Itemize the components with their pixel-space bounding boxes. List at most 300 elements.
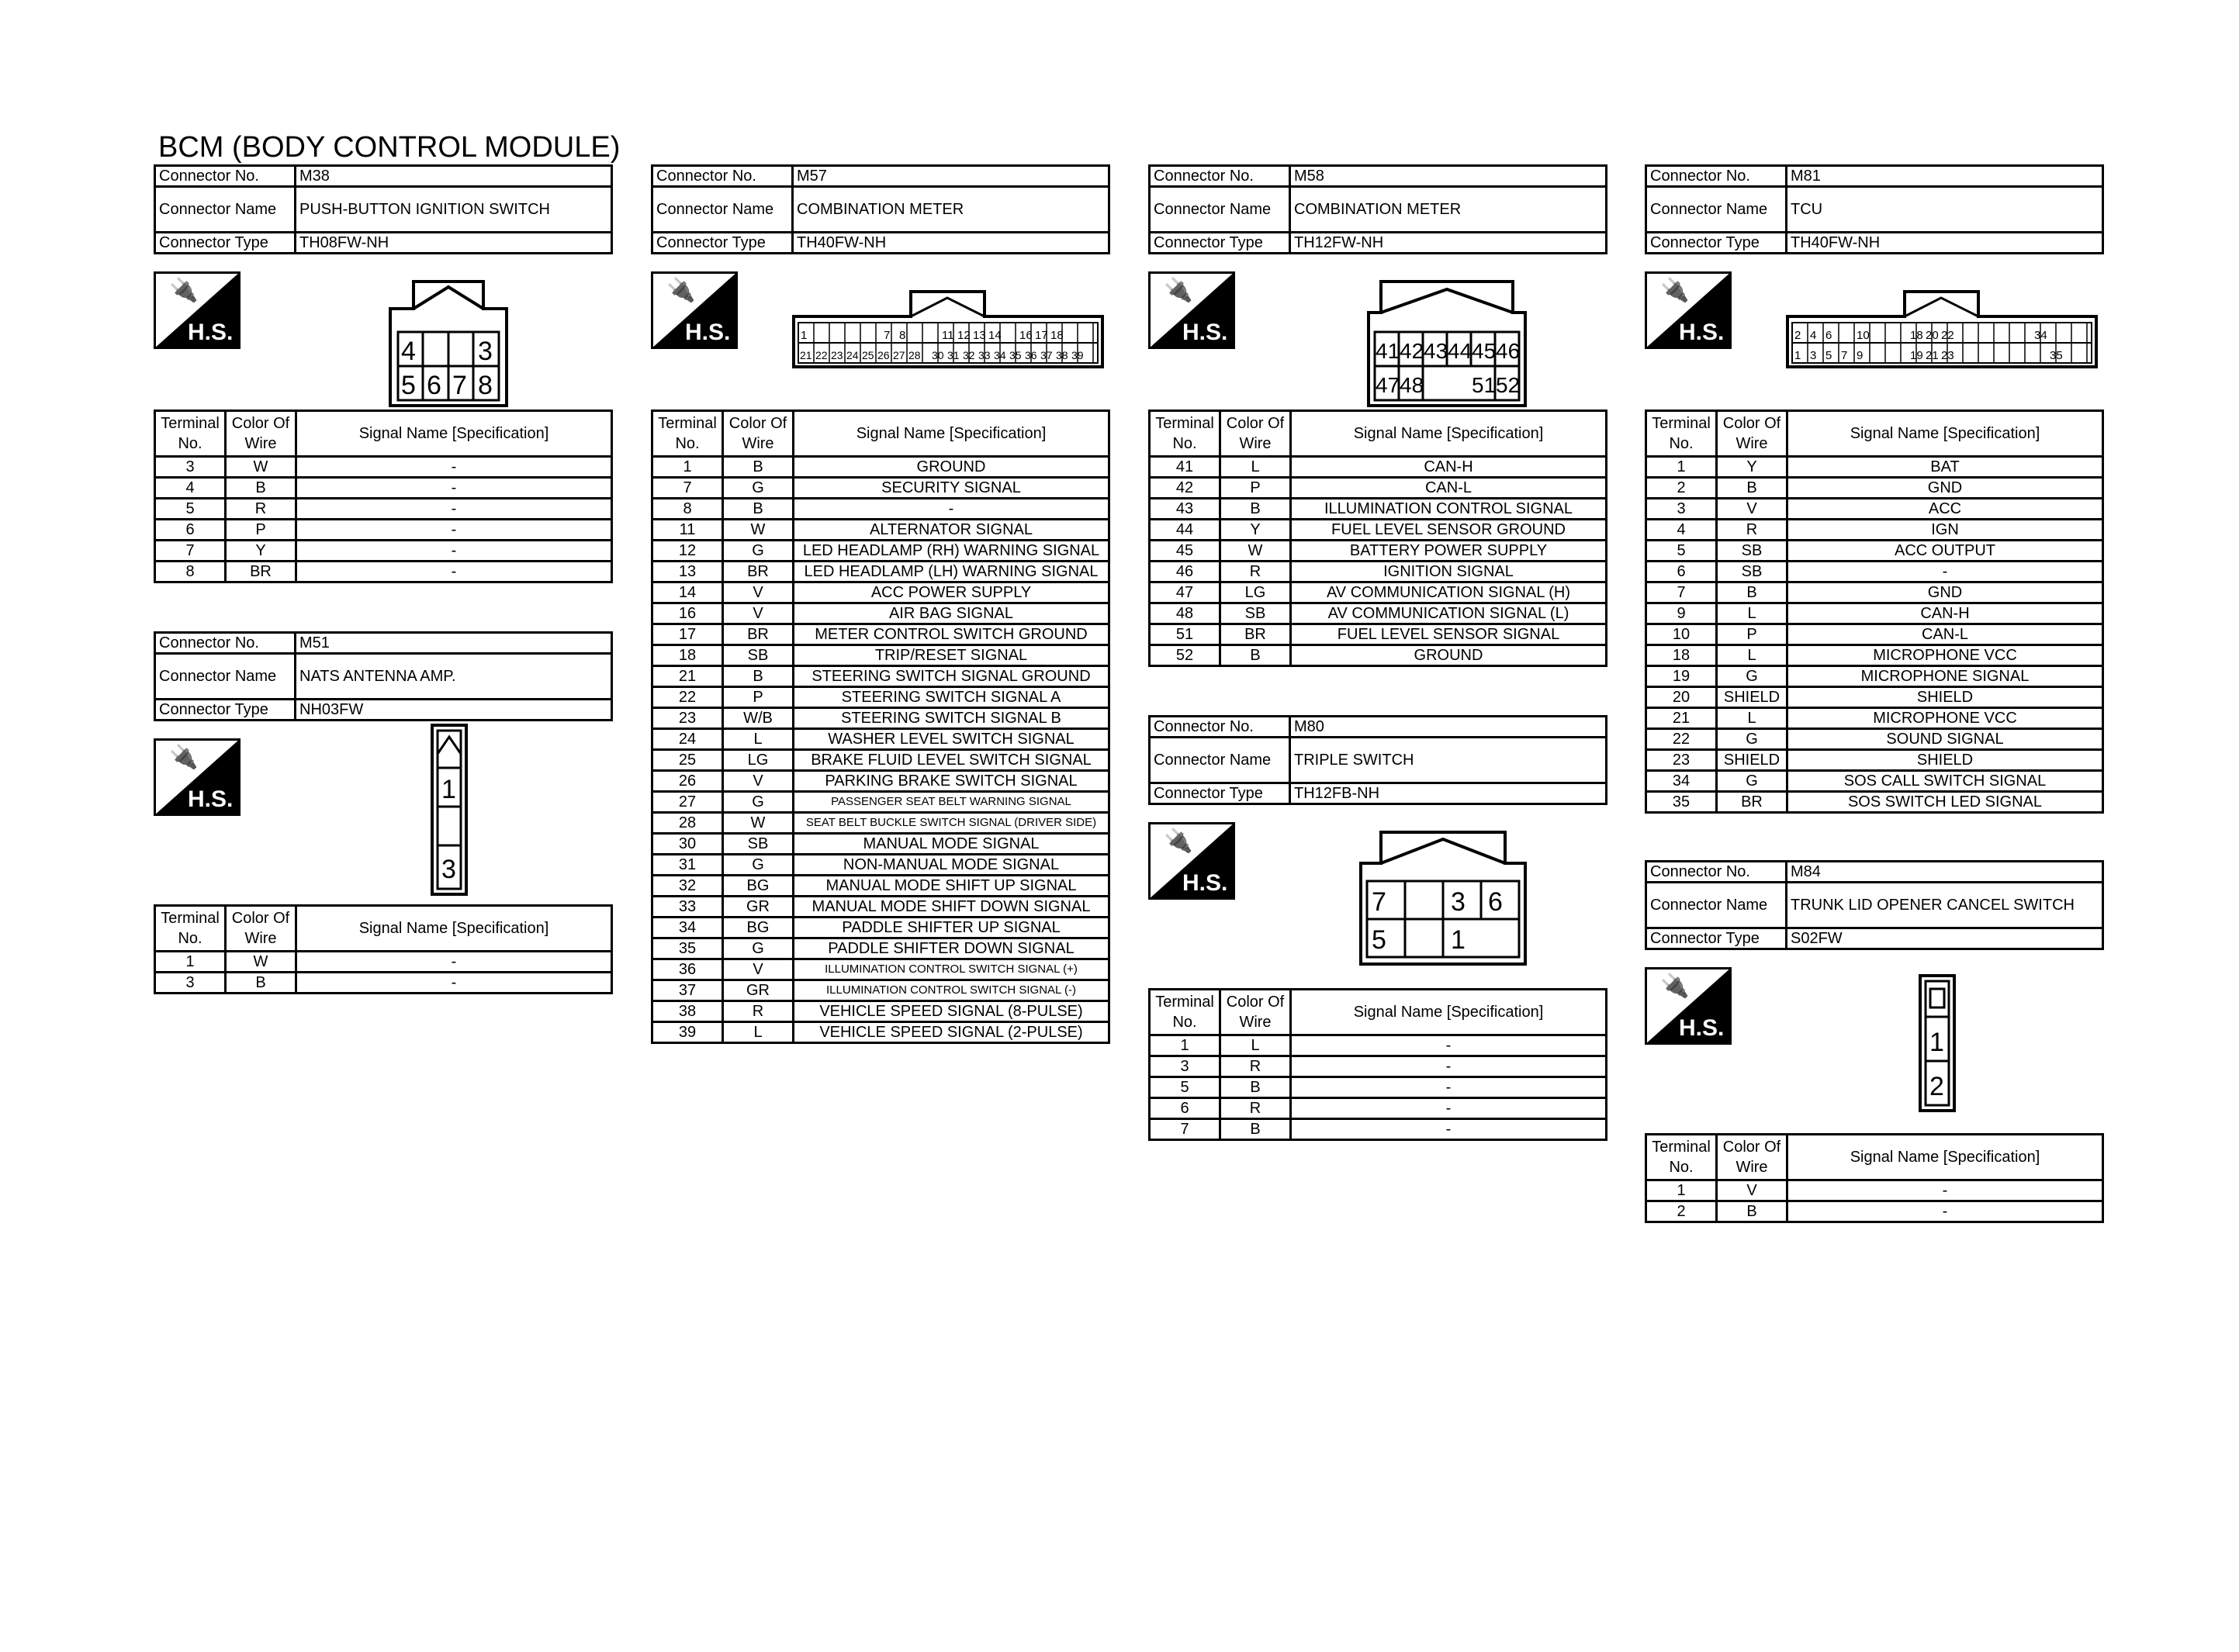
label-connector-name: Connector Name xyxy=(1646,883,1787,928)
color-cell: B xyxy=(723,499,794,520)
pin-label: 19 xyxy=(1910,349,1923,362)
harness-side-icon xyxy=(154,271,241,349)
label-connector-no: Connector No. xyxy=(1150,717,1290,738)
signal-cell: GND xyxy=(1787,478,2103,499)
signal-cell: CAN-H xyxy=(1291,457,1607,478)
pin-label: 16 xyxy=(1019,329,1033,342)
pin-label: 33 xyxy=(978,349,991,361)
terminal-cell: 23 xyxy=(652,708,723,729)
label-connector-no: Connector No. xyxy=(1646,862,1787,883)
table-row xyxy=(652,499,1109,520)
pin-label: 47 xyxy=(1376,373,1400,397)
table-row xyxy=(155,952,612,973)
color-cell: R xyxy=(1220,1098,1291,1119)
color-cell: W xyxy=(226,952,296,973)
label-connector-name: Connector Name xyxy=(155,654,296,700)
table-row xyxy=(1646,478,2103,499)
harness-side-icon xyxy=(651,271,738,349)
pin-label: 1 xyxy=(441,775,456,804)
color-cell: R xyxy=(723,1001,794,1022)
terminal-cell: 38 xyxy=(652,1001,723,1022)
signal-cell: AV COMMUNICATION SIGNAL (H) xyxy=(1291,582,1607,603)
pin-label: 30 xyxy=(932,349,944,361)
table-row xyxy=(652,729,1109,750)
svg-text:🔌: 🔌 xyxy=(1660,973,1690,1000)
table-row xyxy=(1150,582,1607,603)
table-row xyxy=(1646,499,2103,520)
terminal-cell: 1 xyxy=(1646,1180,1717,1201)
connector-diagram-m58 xyxy=(1148,254,1607,410)
hs-label: H.S. xyxy=(1182,870,1228,896)
terminal-cell: 31 xyxy=(652,855,723,876)
connector-type-value: TH12FB-NH xyxy=(1290,783,1607,804)
signal-cell: - xyxy=(1787,1180,2103,1201)
harness-side-icon xyxy=(1645,967,1732,1045)
pin-label: 2 xyxy=(1929,1072,1944,1101)
color-cell: L xyxy=(723,729,794,750)
hs-label: H.S. xyxy=(1679,1015,1725,1041)
col-terminal-header: Terminal No. xyxy=(652,411,723,457)
svg-text:🔌: 🔌 xyxy=(1164,277,1193,304)
terminal-cell: 13 xyxy=(652,562,723,582)
col-terminal-header: Terminal No. xyxy=(1150,990,1220,1035)
terminal-cell: 16 xyxy=(652,603,723,624)
color-cell: P xyxy=(1220,478,1291,499)
signal-cell: - xyxy=(1787,562,2103,582)
terminal-cell: 35 xyxy=(1646,792,1717,813)
pin-label: 2 xyxy=(1794,329,1801,342)
page-title: BCM (BODY CONTROL MODULE) xyxy=(158,131,621,164)
color-cell: L xyxy=(1717,645,1787,666)
signal-cell: - xyxy=(296,520,612,541)
color-cell: V xyxy=(723,603,794,624)
signal-cell: PADDLE SHIFTER UP SIGNAL xyxy=(794,918,1109,938)
pin-label: 9 xyxy=(1857,349,1864,362)
terminal-cell: 8 xyxy=(155,562,226,582)
pin-label: 36 xyxy=(1025,349,1037,361)
table-row xyxy=(1646,750,2103,771)
signal-cell: CAN-L xyxy=(1291,478,1607,499)
terminal-cell: 19 xyxy=(1646,666,1717,687)
connector-type-value: S02FW xyxy=(1787,928,2103,949)
color-cell: P xyxy=(226,520,296,541)
signal-cell: - xyxy=(296,541,612,562)
terminal-cell: 36 xyxy=(652,959,723,980)
terminal-cell: 11 xyxy=(652,520,723,541)
table-row xyxy=(1150,562,1607,582)
color-cell: SB xyxy=(1717,541,1787,562)
signal-cell: - xyxy=(296,562,612,582)
color-cell: BG xyxy=(723,918,794,938)
signal-cell: SECURITY SIGNAL xyxy=(794,478,1109,499)
color-cell: Y xyxy=(1220,520,1291,541)
svg-text:🔌: 🔌 xyxy=(666,277,696,304)
pin-label: 24 xyxy=(846,349,859,361)
terminal-cell: 21 xyxy=(1646,708,1717,729)
signal-cell: - xyxy=(1291,1119,1607,1140)
terminal-cell: 18 xyxy=(652,645,723,666)
pin-label: 6 xyxy=(427,371,441,400)
signal-cell: - xyxy=(296,973,612,994)
col-terminal-header: Terminal No. xyxy=(155,906,226,952)
connector-name-value: TRUNK LID OPENER CANCEL SWITCH xyxy=(1787,883,2103,928)
color-cell: R xyxy=(1220,1056,1291,1077)
label-connector-type: Connector Type xyxy=(1150,233,1290,254)
terminal-cell: 17 xyxy=(652,624,723,645)
color-cell: LG xyxy=(1220,582,1291,603)
color-cell: B xyxy=(1717,478,1787,499)
table-row xyxy=(652,708,1109,729)
signal-cell: - xyxy=(1291,1035,1607,1056)
connector-name-value: COMBINATION METER xyxy=(793,187,1109,233)
col-terminal-header: Terminal No. xyxy=(155,411,226,457)
terminal-cell: 3 xyxy=(1150,1056,1220,1077)
color-cell: B xyxy=(1717,1201,1787,1222)
terminal-cell: 1 xyxy=(155,952,226,973)
terminal-table-m51 xyxy=(154,904,613,994)
signal-cell: - xyxy=(1291,1098,1607,1119)
connector-name-value: TRIPLE SWITCH xyxy=(1290,738,1607,783)
pin-label: 27 xyxy=(893,349,905,361)
connector-face-m51 xyxy=(430,723,469,897)
table-row xyxy=(1646,562,2103,582)
pin-label: 44 xyxy=(1448,339,1472,363)
color-cell: G xyxy=(723,938,794,959)
table-row xyxy=(1150,603,1607,624)
color-cell: W xyxy=(226,457,296,478)
terminal-cell: 42 xyxy=(1150,478,1220,499)
table-row xyxy=(155,973,612,994)
table-row xyxy=(652,959,1109,980)
signal-cell: MICROPHONE VCC xyxy=(1787,708,2103,729)
signal-cell: BRAKE FLUID LEVEL SWITCH SIGNAL xyxy=(794,750,1109,771)
signal-cell: ACC OUTPUT xyxy=(1787,541,2103,562)
terminal-cell: 5 xyxy=(155,499,226,520)
terminal-cell: 22 xyxy=(652,687,723,708)
table-row xyxy=(1646,457,2103,478)
table-row xyxy=(652,855,1109,876)
connector-diagram-m80 xyxy=(1148,805,1607,988)
pin-label: 48 xyxy=(1400,373,1424,397)
color-cell: W/B xyxy=(723,708,794,729)
col-signal-header: Signal Name [Specification] xyxy=(1291,411,1607,457)
harness-side-icon xyxy=(154,738,241,816)
terminal-cell: 8 xyxy=(652,499,723,520)
col-signal-header: Signal Name [Specification] xyxy=(296,906,612,952)
pin-label: 1 xyxy=(801,329,808,342)
color-cell: BG xyxy=(723,876,794,897)
table-row xyxy=(1150,1035,1607,1056)
col-terminal-header: Terminal No. xyxy=(1150,411,1220,457)
table-row xyxy=(1150,520,1607,541)
hs-label: H.S. xyxy=(685,320,731,345)
pin-label: 21 xyxy=(800,349,812,361)
signal-cell: BATTERY POWER SUPPLY xyxy=(1291,541,1607,562)
connector-no-value: M80 xyxy=(1290,717,1607,738)
signal-cell: SHIELD xyxy=(1787,750,2103,771)
color-cell: L xyxy=(1220,1035,1291,1056)
signal-cell: SOUND SIGNAL xyxy=(1787,729,2103,750)
pin-label: 22 xyxy=(815,349,828,361)
connector-no-value: M57 xyxy=(793,166,1109,187)
color-cell: R xyxy=(1717,520,1787,541)
color-cell: SHIELD xyxy=(1717,687,1787,708)
terminal-table-m58 xyxy=(1148,410,1607,667)
terminal-cell: 7 xyxy=(1150,1119,1220,1140)
pin-label: 34 xyxy=(994,349,1006,361)
signal-cell: STEERING SWITCH SIGNAL B xyxy=(794,708,1109,729)
col-signal-header: Signal Name [Specification] xyxy=(296,411,612,457)
terminal-cell: 51 xyxy=(1150,624,1220,645)
pin-label: 52 xyxy=(1496,373,1521,397)
pin-label: 1 xyxy=(1451,925,1466,955)
terminal-cell: 10 xyxy=(1646,624,1717,645)
connector-face-m80 xyxy=(1358,828,1528,968)
pin-label: 6 xyxy=(1825,329,1832,342)
pin-label: 12 xyxy=(957,329,971,342)
terminal-cell: 7 xyxy=(155,541,226,562)
signal-cell: ACC xyxy=(1787,499,2103,520)
hs-label: H.S. xyxy=(188,320,234,345)
pin-label: 3 xyxy=(1810,349,1817,362)
column-4 xyxy=(1645,164,2104,1223)
signal-cell: TRIP/RESET SIGNAL xyxy=(794,645,1109,666)
label-connector-type: Connector Type xyxy=(1646,928,1787,949)
signal-cell: PARKING BRAKE SWITCH SIGNAL xyxy=(794,771,1109,792)
table-row xyxy=(1150,478,1607,499)
pin-label: 14 xyxy=(988,329,1002,342)
terminal-cell: 37 xyxy=(652,980,723,1001)
pin-label: 8 xyxy=(478,371,493,400)
table-row xyxy=(652,666,1109,687)
terminal-cell: 7 xyxy=(1646,582,1717,603)
table-row xyxy=(652,562,1109,582)
pin-label: 3 xyxy=(441,855,456,884)
color-cell: GR xyxy=(723,980,794,1001)
connector-type-value: TH40FW-NH xyxy=(1787,233,2103,254)
terminal-cell: 22 xyxy=(1646,729,1717,750)
pin-label: 35 xyxy=(2050,349,2063,362)
signal-cell: MICROPHONE SIGNAL xyxy=(1787,666,2103,687)
signal-cell: SHIELD xyxy=(1787,687,2103,708)
pin-label: 17 xyxy=(1035,329,1048,342)
color-cell: SHIELD xyxy=(1717,750,1787,771)
signal-cell: MANUAL MODE SHIFT DOWN SIGNAL xyxy=(794,897,1109,918)
terminal-cell: 27 xyxy=(652,792,723,813)
pin-label: 18 xyxy=(1050,329,1064,342)
label-connector-name: Connector Name xyxy=(1150,187,1290,233)
color-cell: Y xyxy=(1717,457,1787,478)
connector-no-value: M51 xyxy=(296,633,612,654)
color-cell: Y xyxy=(226,541,296,562)
terminal-cell: 5 xyxy=(1150,1077,1220,1098)
pin-label: 21 xyxy=(1926,349,1939,362)
pin-label: 51 xyxy=(1472,373,1497,397)
connector-info-m51 xyxy=(154,631,613,721)
col-terminal-header: Terminal No. xyxy=(1646,411,1717,457)
table-row xyxy=(1646,603,2103,624)
signal-cell: GND xyxy=(1787,582,2103,603)
pin-label: 39 xyxy=(1071,349,1084,361)
terminal-cell: 33 xyxy=(652,897,723,918)
table-row xyxy=(652,687,1109,708)
signal-cell: - xyxy=(1291,1077,1607,1098)
color-cell: G xyxy=(723,478,794,499)
pin-label: 32 xyxy=(963,349,975,361)
signal-cell: - xyxy=(794,499,1109,520)
table-row xyxy=(1150,624,1607,645)
terminal-cell: 12 xyxy=(652,541,723,562)
table-row xyxy=(652,771,1109,792)
signal-cell: STEERING SWITCH SIGNAL GROUND xyxy=(794,666,1109,687)
signal-cell: - xyxy=(296,499,612,520)
pin-label: 35 xyxy=(1009,349,1022,361)
table-row xyxy=(1646,541,2103,562)
table-row xyxy=(1646,708,2103,729)
signal-cell: - xyxy=(296,952,612,973)
table-row xyxy=(1150,541,1607,562)
connector-type-value: TH12FW-NH xyxy=(1290,233,1607,254)
svg-text:🔌: 🔌 xyxy=(169,277,199,304)
signal-cell: MANUAL MODE SIGNAL xyxy=(794,834,1109,855)
pin-label: 7 xyxy=(1372,887,1386,917)
table-row xyxy=(1646,729,2103,750)
table-row xyxy=(652,478,1109,499)
pin-label: 28 xyxy=(908,349,921,361)
pin-label: 23 xyxy=(831,349,843,361)
connector-info-m80 xyxy=(1148,715,1607,805)
color-cell: BR xyxy=(1220,624,1291,645)
color-cell: BR xyxy=(226,562,296,582)
col-color-header: Color Of Wire xyxy=(1220,990,1291,1035)
harness-side-icon xyxy=(1148,271,1235,349)
terminal-cell: 48 xyxy=(1150,603,1220,624)
connector-info-m81 xyxy=(1645,164,2104,254)
pin-label: 45 xyxy=(1472,339,1497,363)
col-color-header: Color Of Wire xyxy=(226,906,296,952)
signal-cell: SOS SWITCH LED SIGNAL xyxy=(1787,792,2103,813)
color-cell: V xyxy=(723,771,794,792)
color-cell: SB xyxy=(1717,562,1787,582)
terminal-table-m84 xyxy=(1645,1133,2104,1223)
table-row xyxy=(652,541,1109,562)
color-cell: SB xyxy=(723,645,794,666)
signal-cell: ILLUMINATION CONTROL SIGNAL xyxy=(1291,499,1607,520)
pin-label: 34 xyxy=(2034,329,2047,342)
pin-label: 18 xyxy=(1910,329,1923,342)
terminal-cell: 6 xyxy=(155,520,226,541)
color-cell: G xyxy=(1717,729,1787,750)
color-cell: B xyxy=(226,973,296,994)
terminal-cell: 9 xyxy=(1646,603,1717,624)
signal-cell: IGN xyxy=(1787,520,2103,541)
connector-name-value: NATS ANTENNA AMP. xyxy=(296,654,612,700)
signal-cell: ILLUMINATION CONTROL SWITCH SIGNAL (-) xyxy=(794,980,1109,1001)
pin-label: 22 xyxy=(1941,329,1954,342)
label-connector-type: Connector Type xyxy=(1150,783,1290,804)
label-connector-name: Connector Name xyxy=(155,187,296,233)
col-signal-header: Signal Name [Specification] xyxy=(1787,411,2103,457)
color-cell: SB xyxy=(723,834,794,855)
pin-label: 5 xyxy=(401,371,416,400)
hs-label: H.S. xyxy=(1182,320,1228,345)
harness-side-icon xyxy=(1148,822,1235,900)
color-cell: B xyxy=(1717,582,1787,603)
label-connector-type: Connector Type xyxy=(1646,233,1787,254)
label-connector-no: Connector No. xyxy=(652,166,793,187)
pin-label: 8 xyxy=(899,329,906,342)
connector-diagram-m51 xyxy=(154,721,613,904)
color-cell: L xyxy=(1220,457,1291,478)
table-row xyxy=(652,624,1109,645)
signal-cell: MICROPHONE VCC xyxy=(1787,645,2103,666)
signal-cell: VEHICLE SPEED SIGNAL (8-PULSE) xyxy=(794,1001,1109,1022)
connector-info-m58 xyxy=(1148,164,1607,254)
color-cell: P xyxy=(723,687,794,708)
svg-text:🔌: 🔌 xyxy=(1164,828,1193,855)
terminal-table-m80 xyxy=(1148,988,1607,1141)
signal-cell: ACC POWER SUPPLY xyxy=(794,582,1109,603)
table-row xyxy=(1646,1180,2103,1201)
table-row xyxy=(1150,1056,1607,1077)
pin-label: 1 xyxy=(1929,1028,1944,1057)
col-signal-header: Signal Name [Specification] xyxy=(1787,1135,2103,1180)
signal-cell: ALTERNATOR SIGNAL xyxy=(794,520,1109,541)
color-cell: BR xyxy=(1717,792,1787,813)
terminal-cell: 20 xyxy=(1646,687,1717,708)
table-row xyxy=(1646,687,2103,708)
terminal-cell: 41 xyxy=(1150,457,1220,478)
pin-label: 43 xyxy=(1424,339,1448,363)
signal-cell: AV COMMUNICATION SIGNAL (L) xyxy=(1291,603,1607,624)
terminal-cell: 52 xyxy=(1150,645,1220,666)
connector-face-m58 xyxy=(1365,278,1528,410)
signal-cell: STEERING SWITCH SIGNAL A xyxy=(794,687,1109,708)
pin-label: 23 xyxy=(1941,349,1954,362)
terminal-cell: 3 xyxy=(155,457,226,478)
table-row xyxy=(652,750,1109,771)
label-connector-no: Connector No. xyxy=(155,166,296,187)
connector-no-value: M58 xyxy=(1290,166,1607,187)
pin-label: 3 xyxy=(478,337,493,366)
connector-diagram-m38 xyxy=(154,254,613,410)
color-cell: P xyxy=(1717,624,1787,645)
signal-cell: - xyxy=(1787,1201,2103,1222)
terminal-cell: 21 xyxy=(652,666,723,687)
color-cell: G xyxy=(723,541,794,562)
terminal-cell: 32 xyxy=(652,876,723,897)
color-cell: B xyxy=(1220,499,1291,520)
color-cell: BR xyxy=(723,624,794,645)
pin-label: 3 xyxy=(1451,887,1466,917)
label-connector-type: Connector Type xyxy=(652,233,793,254)
connector-diagram-m81 xyxy=(1645,254,2104,410)
signal-cell: NON-MANUAL MODE SIGNAL xyxy=(794,855,1109,876)
color-cell: G xyxy=(723,855,794,876)
signal-cell: METER CONTROL SWITCH GROUND xyxy=(794,624,1109,645)
signal-cell: ILLUMINATION CONTROL SWITCH SIGNAL (+) xyxy=(794,959,1109,980)
terminal-cell: 45 xyxy=(1150,541,1220,562)
signal-cell: GROUND xyxy=(1291,645,1607,666)
table-row xyxy=(652,918,1109,938)
connector-type-value: NH03FW xyxy=(296,700,612,721)
table-row xyxy=(1150,1098,1607,1119)
hs-label: H.S. xyxy=(188,786,234,812)
pin-label: 46 xyxy=(1496,339,1521,363)
terminal-table-m81 xyxy=(1645,410,2104,814)
terminal-cell: 47 xyxy=(1150,582,1220,603)
connector-name-value: COMBINATION METER xyxy=(1290,187,1607,233)
